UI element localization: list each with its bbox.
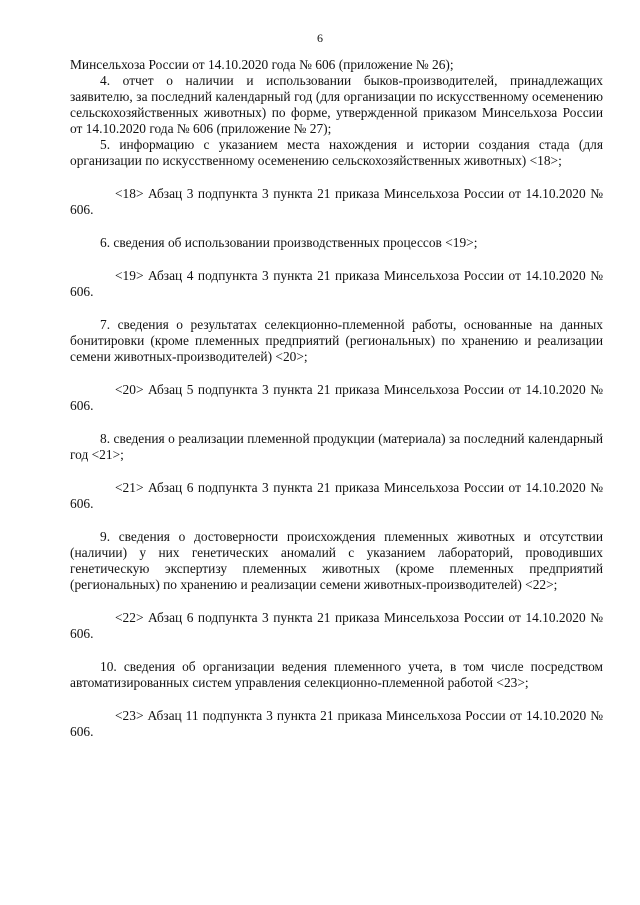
paragraph-item-8: 8. сведения о реализации племенной продукции (материала) за последний календарный год <21>; [70,431,603,462]
paragraph-item-10: 10. сведения об организации ведения племенного учета, в том числе посредством автоматизированных систем управления селекционно-племенной работой <23>; [70,659,603,690]
paragraph-item-7: 7. сведения о результатах селекционно-племенной работы, основанные на данных бонитировки (кроме племенных предприятий (региональных) по хранению и реализации семени животных-производителей) <20>; [70,317,603,364]
footnote-23: <23> Абзац 11 подпункта 3 пункта 21 приказа Минсельхоза России от 14.10.2020 № 606. [70,708,603,739]
paragraph-item-4: 4. отчет о наличии и использовании быков-производителей, принадлежащих заявителю, за последний календарный год (для организации по искусственному осеменению сельскохозяйственных животных) по форме, утвержденной приказом Минсельхоза России от 14.10.2020 года № 606 (приложение № 27); [70,73,603,136]
footnote-18: <18> Абзац 3 подпункта 3 пункта 21 приказа Минсельхоза России от 14.10.2020 № 606. [70,186,603,217]
paragraph-item-5: 5. информацию с указанием места нахождения и истории создания стада (для организации по искусственному осеменению сельскохозяйственных животных) <18>; [70,137,603,168]
footnote-22: <22> Абзац 6 подпункта 3 пункта 21 приказа Минсельхоза России от 14.10.2020 № 606. [70,610,603,641]
page-number: 6 [317,31,323,45]
footnote-21: <21> Абзац 6 подпункта 3 пункта 21 приказа Минсельхоза России от 14.10.2020 № 606. [70,480,603,511]
paragraph-item-9: 9. сведения о достоверности происхождения племенных животных и отсутствии (наличии) у них генетических аномалий с указанием лабораторий, проводивших генетическую экспертизу племенных животных (кроме племенных предприятий (региональных) по хранению и реализации семени животных-производителей) <22>; [70,529,603,592]
footnote-19: <19> Абзац 4 подпункта 3 пункта 21 приказа Минсельхоза России от 14.10.2020 № 606. [70,268,603,299]
paragraph-item-6: 6. сведения об использовании производственных процессов <19>; [100,235,478,250]
footnote-20: <20> Абзац 5 подпункта 3 пункта 21 приказа Минсельхоза России от 14.10.2020 № 606. [70,382,603,413]
paragraph-continuation: Минсельхоза России от 14.10.2020 года № 606 (приложение № 26); [70,57,454,72]
document-body [70,57,603,740]
